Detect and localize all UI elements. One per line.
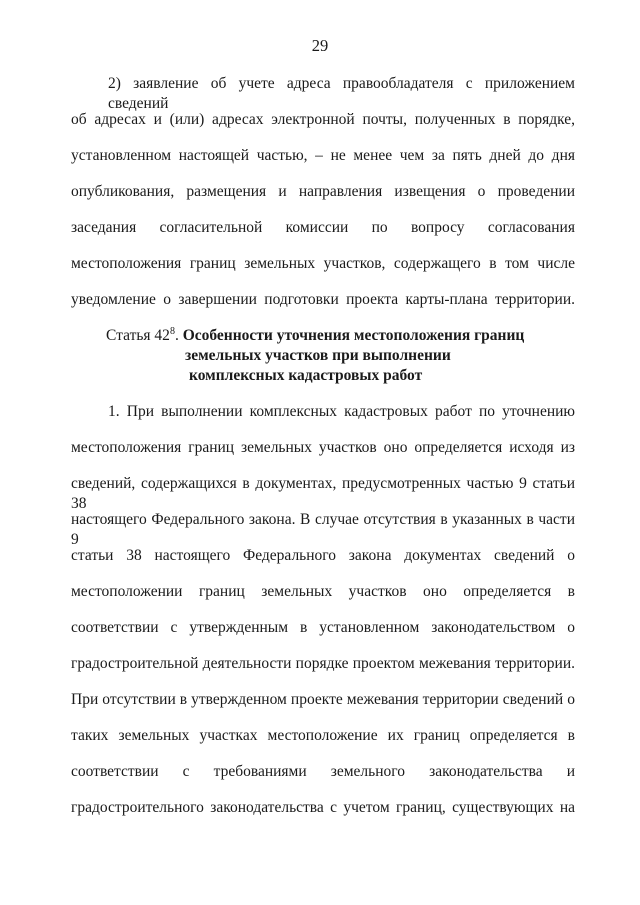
article-dot: . xyxy=(174,327,179,344)
paragraph-line: статьи 38 настоящего Федерального закона документах сведений о xyxy=(71,547,575,564)
paragraph-line: сведений, содержащихся в документах, предусмотренных частью 9 статьи 38 xyxy=(71,475,575,512)
paragraph-line: соответствии с утвержденным в установленном законодательством о xyxy=(71,619,575,636)
article-heading xyxy=(106,326,524,346)
article-number: Статья 42 xyxy=(106,327,170,344)
paragraph-line: заседания согласительной комиссии по вопросу согласования xyxy=(71,219,575,236)
article-superscript: 8 xyxy=(169,325,175,337)
article-title-line: земельных участков при выполнении xyxy=(185,347,451,364)
paragraph-line: 2) заявление об учете адреса правообладателя с приложением сведений xyxy=(108,75,575,112)
paragraph-line: уведомление о завершении подготовки проекта карты-плана территории. xyxy=(71,291,575,308)
article-title-line: комплексных кадастровых работ xyxy=(189,367,423,384)
article-title-line: Особенности уточнения местоположения границ xyxy=(182,327,525,344)
paragraph-line: градостроительной деятельности порядке проектом межевания территории. xyxy=(71,655,575,672)
paragraph-line: градостроительного законодательства с учетом границ, существующих на xyxy=(71,799,575,816)
paragraph-line: При отсутствии в утвержденном проекте межевания территории сведений о xyxy=(71,691,575,708)
paragraph-line: местоположения границ земельных участков оно определяется исходя из xyxy=(71,439,575,456)
paragraph-line: местоположения границ земельных участков, содержащего в том числе xyxy=(71,255,575,272)
paragraph-line: местоположении границ земельных участков оно определяется в xyxy=(71,583,575,600)
paragraph-line: об адресах и (или) адресах электронной почты, полученных в порядке, xyxy=(71,111,575,128)
paragraph-line: установленном настоящей частью, – не менее чем за пять дней до дня xyxy=(71,147,575,164)
page-number: 29 xyxy=(311,36,329,55)
paragraph-line: соответствии с требованиями земельного законодательства и xyxy=(71,763,575,780)
paragraph-line: опубликования, размещения и направления извещения о проведении xyxy=(71,183,575,200)
paragraph-line: 1. При выполнении комплексных кадастровых работ по уточнению xyxy=(108,403,575,420)
paragraph-line: настоящего Федерального закона. В случае отсутствия в указанных в части 9 xyxy=(71,511,575,548)
paragraph-line: таких земельных участках местоположение их границ определяется в xyxy=(71,727,575,744)
